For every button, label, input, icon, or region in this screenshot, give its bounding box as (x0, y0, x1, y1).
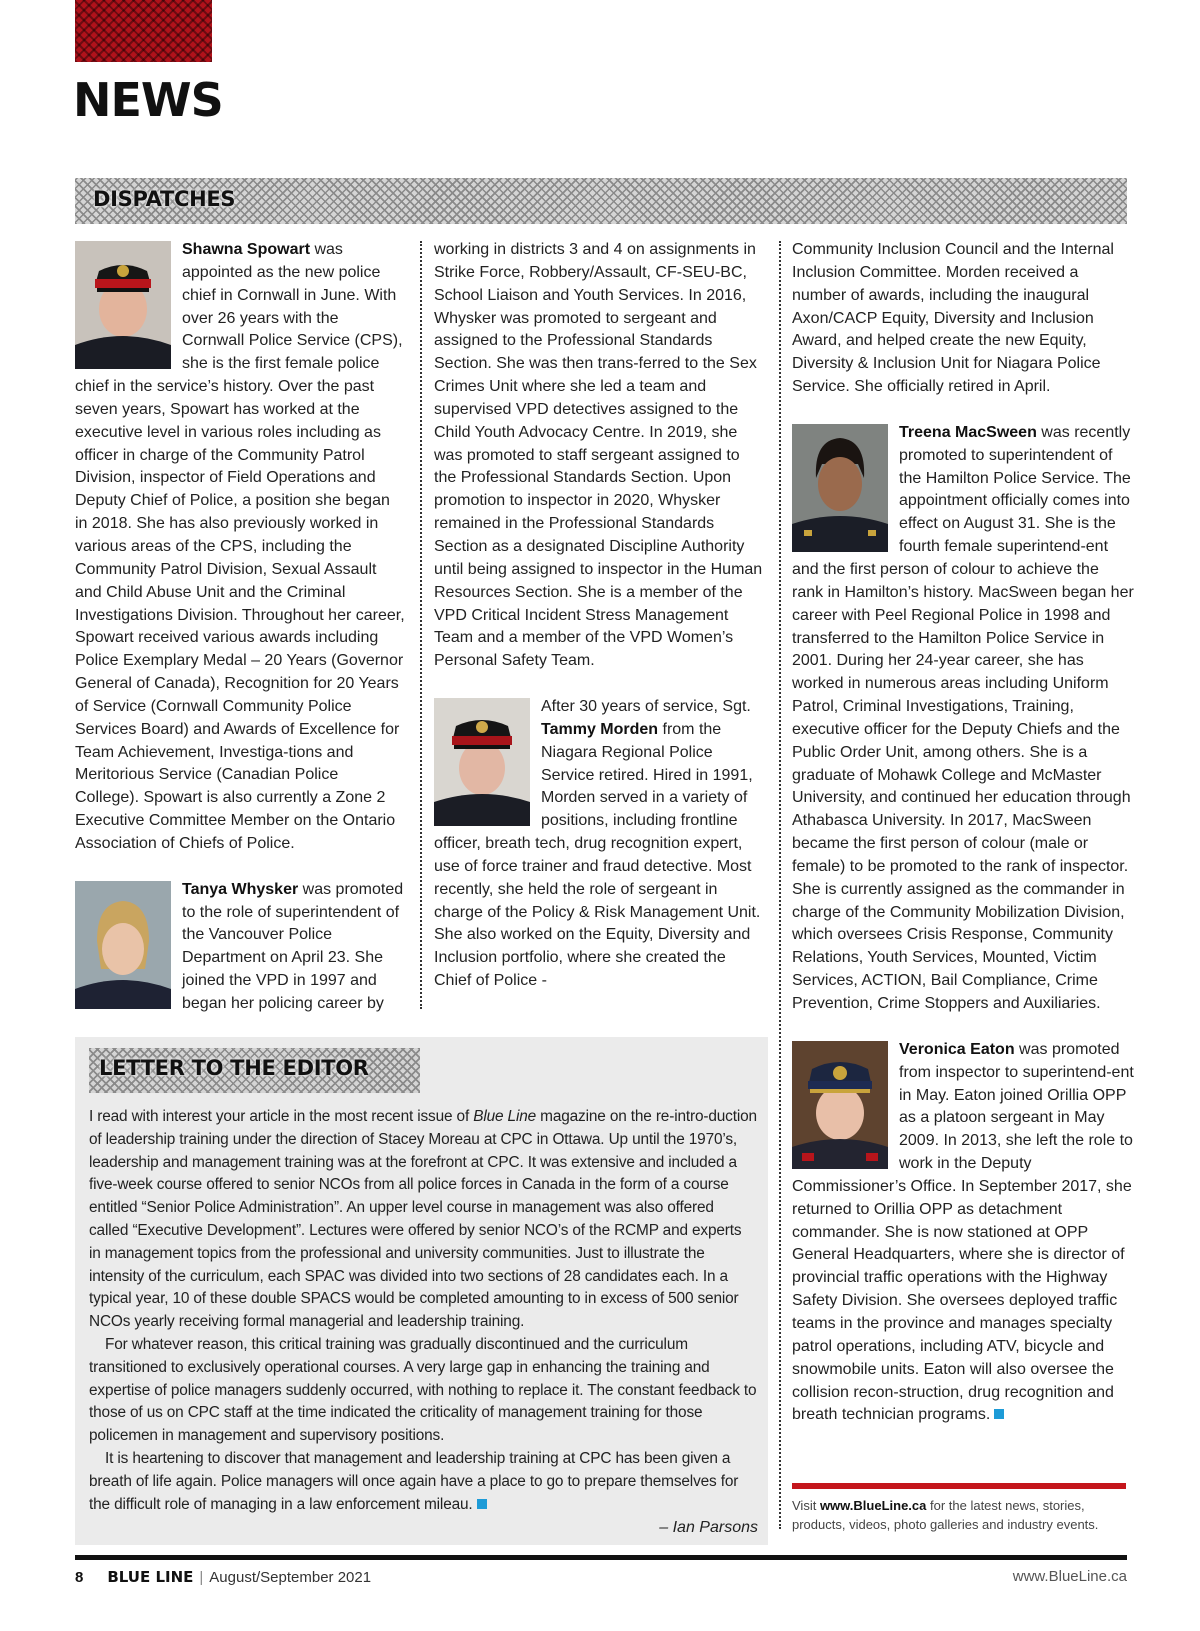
letter-p1-rest: magazine on the re-intro-duction of leadership training under the direction of Stacey Moreau at CPC in Ottawa. Up until the 1970’s, leadership and management training was at the forefront at CPC. It was extensive and included a five-week course offered to senior NCOs from all police forces in Canada in the form of a course entitled “Senior Police Administration”. An upper level course in management was also offered called “Executive Development”. Lectures were offered by senior NCO’s of the RCMP and experts in management topics from the professional and university communities. Just to illustrate the intensity of the curriculum, each SPAC was divided into two sections of 28 candidates each. In a typical year, 10 of these double SPACS would be completed amounting to in excess of 500 senior NCOs yearly receiving formal managerial and leadership training. (89, 1108, 757, 1331)
letter-body (89, 1106, 757, 1516)
whysker-photo (75, 881, 171, 1009)
letter-p3-text: It is heartening to discover that management and leadership training at CPC has been given a breath of life again. Police managers will once again have a place to go to prepare themselves for the difficult role of managing in a law enforcement mileau. (89, 1449, 739, 1513)
morden-text-part2: Community Inclusion Council and the Internal Inclusion Committee. Morden received a number of awards, including the inaugural Axon/CACP Equity, Diversity and Inclusion Award, and helped create the new Equity, Diversity & Inclusion Unit for Niagara Police Service. She officially retired in April. (792, 241, 1114, 396)
column-3 (792, 239, 1134, 1427)
whysker-item (75, 879, 405, 1016)
spowart-text: was appointed as the new police chief in Cornwall in June. With over 26 years with the Cornwall Police Service (CPS), she is the first female police chief in the service’s history. Over the past seven years, Spowart has worked at the executive level in various roles including as officer in charge of the Community Patrol Division, inspector of Field Operations and Deputy Chief of Police, a position she began in 2018. She has also previously worked in various areas of the CPS, including the Community Patrol Division, Sexual Assault and Child Abuse Unit and the Criminal Investigations Division. Throughout her career, Spowart received various awards including Police Exemplary Medal – 20 Years (Governor General of Canada), Recognition for 20 Years of Service (Cornwall Community Police Services Board) and Awards of Excellence for Team Achievement, Investiga-tions and Meritorious Service (Canadian Police College). Spowart is also currently a Zone 2 Executive Committee Member on the Ontario Association of Chiefs of Police. (75, 241, 405, 852)
website-promo (792, 1496, 1132, 1534)
spowart-item (75, 239, 405, 856)
morden-name: Tammy Morden (541, 720, 659, 738)
section-header-pattern (75, 0, 212, 62)
whysker-text-part2: working in districts 3 and 4 on assignments in Strike Force, Robbery/Assault, CF-SEU-BC, School Liaison and Youth Services. In 2016, Whysker was promoted to sergeant and assigned to the Professional Standards Section. She was then trans-ferred to the Sex Crimes Unit where she led a team and supervised VPD detectives assigned to the Child Youth Advocacy Centre. In 2019, she was promoted to staff sergeant assigned to the Professional Standards Section. Upon promotion to inspector in 2020, Whysker remained in the Professional Standards Section as a designated Discipline Authority until being assigned to inspector in the Human Resources Section. She is a member of the VPD Critical Incident Stress Management Team and a member of the VPD Women’s Personal Safety Team. (434, 241, 763, 670)
macsween-item (792, 422, 1134, 1016)
letter-paragraph-2: For whatever reason, this critical training was gradually discontinued and the curriculum transitioned to exclusively operational courses. A very large gap in enhancing the training and expertise of police managers suddenly occurred, with nothing to replace it. The constant feedback to those of us on CPC staff at the time indicated the criticality of management training for those policemen in management and supervisory positions. (89, 1335, 757, 1445)
macsween-photo (792, 424, 888, 552)
spowart-photo (75, 241, 171, 369)
letter-to-editor-box (75, 1037, 768, 1545)
footer-separator: | (199, 1569, 204, 1586)
column-divider (779, 241, 781, 1529)
article-end-marker (477, 1499, 487, 1509)
article-end-marker (994, 1409, 1004, 1419)
letter-banner (89, 1048, 420, 1093)
morden-text-part1: from the Niagara Regional Police Service retired. Hired in 1991, Morden served in a variety of positions, including frontline officer, breath tech, drug recognition expert, use of force trainer and fraud detective. Most recently, she held the role of sergeant in charge of the Policy & Risk Management Unit. She also worked on the Equity, Diversity and Inclusion portfolio, where she created the Chief of Police - (434, 720, 761, 990)
morden-item (434, 696, 764, 993)
whysker-name: Tanya Whysker (182, 880, 299, 898)
letter-paragraph-1 (89, 1106, 757, 1334)
letter-signature: – Ian Parsons (659, 1519, 758, 1536)
letter-heading: LETTER TO THE EDITOR (99, 1056, 369, 1080)
promo-link[interactable]: www.BlueLine.ca (819, 1498, 927, 1513)
dispatches-heading: DISPATCHES (93, 187, 236, 211)
eaton-photo (792, 1041, 888, 1169)
spowart-name: Shawna Spowart (182, 241, 311, 258)
page-footer (75, 1568, 371, 1586)
whysker-text-part1: was promoted to the role of superintendent of the Vancouver Police Department on April 23. She joined the VPD in 1997 and began her policing career by (182, 880, 404, 1012)
macsween-name: Treena MacSween (899, 423, 1037, 441)
letter-p1-start: I read with interest your article in the most recent issue of (89, 1108, 474, 1125)
magazine-name: BLUE LINE (107, 1568, 194, 1586)
macsween-text: was recently promoted to superintendent of the Hamilton Police Service. The appointment officially comes into effect on August 31. She is the fourth female superintend-ent and the first person of colour to achieve the rank in Hamilton’s history. MacSween began her career with Peel Regional Police in 1998 and transferred to the Hamilton Police Service in 2001. During her 24-year career, she has worked in numerous areas including Uniform Patrol, Criminal Investigations, Training, executive officer for the Deputy Chiefs and the Public Order Unit, among others. She is a graduate of Mohawk College and McMaster University, and continued her education through Athabasca University. In 2017, MacSween became the first person of colour (male or female) to be promoted to the rank of inspector. She is currently assigned as the commander in charge of the Community Mobilization Division, which oversees Crisis Response, Community Relations, Youth Services, Mounted, Victim Services, ACTION, Bail Compliance, Crime Prevention, Crime Stoppers and Auxiliaries. (792, 423, 1134, 1012)
column-divider (420, 241, 422, 1009)
letter-paragraph-3 (89, 1448, 757, 1516)
eaton-item (792, 1039, 1134, 1427)
magazine-title: Blue Line (473, 1108, 537, 1125)
eaton-name: Veronica Eaton (899, 1040, 1015, 1058)
morden-intro: After 30 years of service, Sgt. (541, 698, 751, 716)
column-2 (434, 239, 764, 993)
page-number: 8 (75, 1569, 84, 1586)
promo-text: for the latest news, stories, products, videos, photo galleries and industry events. (792, 1498, 1099, 1532)
promo-visit: Visit (792, 1498, 820, 1513)
dispatches-banner (75, 178, 1127, 224)
footer-rule (75, 1555, 1127, 1560)
issue-date: August/September 2021 (209, 1569, 372, 1586)
column-1 (75, 239, 405, 1016)
page-section-title: NEWS (73, 73, 223, 127)
footer-website[interactable]: www.BlueLine.ca (1012, 1568, 1127, 1585)
eaton-text: was promoted from inspector to superintend-ent in May. Eaton joined Orillia OPP as a platoon sergeant in May 2009. In 2013, she left the role to work in the Deputy Commissioner’s Office. In September 2017, she returned to Orillia OPP as detachment commander. She is now stationed at OPP General Headquarters, where she is director of provincial traffic operations with the Highway Safety Division. She oversees deployed traffic teams in the province and manages specialty patrol operations, including ATV, bicycle and snowmobile units. Eaton will also oversee the collision recon-struction, drug recognition and breath technician programs. (792, 1040, 1134, 1424)
morden-photo (434, 698, 530, 826)
promo-divider (792, 1483, 1126, 1489)
